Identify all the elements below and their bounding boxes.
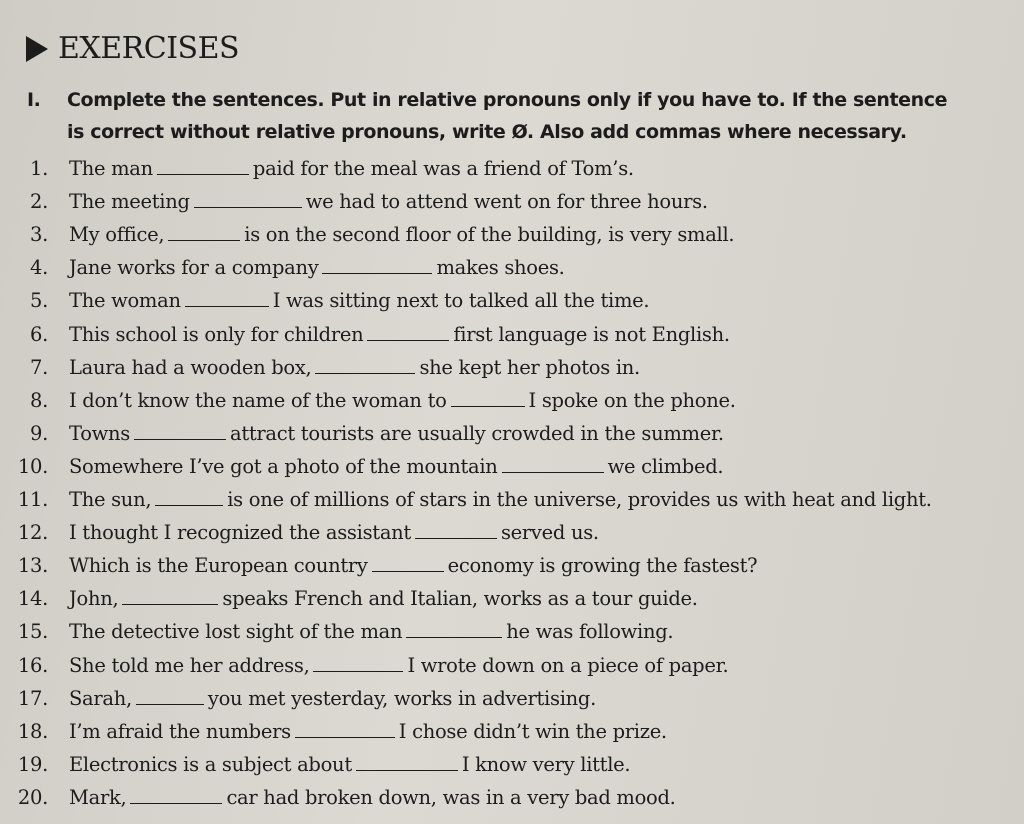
answer-blank[interactable]: [185, 286, 269, 307]
item-sentence: [69, 682, 596, 715]
exercise-number: I.: [27, 89, 41, 111]
instruction-line-2: is correct without relative pronouns, write Ø. Also add commas where necessary.: [67, 121, 907, 143]
instruction-line-1: Complete the sentences. Put in relative pronouns only if you have to. If the sentence: [67, 89, 948, 111]
sentence-after-blank: is one of millions of stars in the universe, provides us with heat and light.: [227, 488, 932, 511]
answer-blank[interactable]: [372, 551, 444, 572]
item-number: 16.: [17, 653, 48, 677]
item-sentence: [69, 218, 734, 251]
answer-blank[interactable]: [155, 485, 223, 506]
sentence-before-blank: I’m afraid the numbers: [69, 719, 291, 743]
item-number: 6.: [29, 322, 48, 346]
sentence-before-blank: Jane works for a company: [69, 256, 319, 280]
item-number: 10.: [17, 454, 48, 478]
item-number: 3.: [29, 223, 48, 247]
sentence-after-blank: I know very little.: [461, 752, 631, 776]
sentence-before-blank: The meeting: [69, 190, 190, 214]
answer-blank[interactable]: [356, 750, 458, 771]
sentence-before-blank: Laura had a wooden box,: [69, 355, 312, 379]
item-number: 19.: [17, 752, 48, 776]
item-number: 7.: [29, 355, 48, 379]
item-sentence: [69, 318, 730, 351]
item-number: 12.: [17, 521, 48, 545]
sentence-before-blank: Sarah,: [69, 686, 132, 710]
answer-blank[interactable]: [136, 684, 204, 705]
answer-blank[interactable]: [502, 452, 604, 473]
sentence-before-blank: John,: [69, 587, 119, 611]
item-number: 2.: [29, 190, 48, 214]
sentence-after-blank: we had to attend went on for three hours.: [305, 190, 708, 214]
item-number: 11.: [17, 488, 48, 511]
item-sentence: [69, 516, 599, 549]
section-heading: [26, 30, 239, 68]
item-number: 9.: [29, 421, 48, 445]
sentence-before-blank: The man: [69, 157, 153, 180]
sentence-after-blank: car had broken down, was in a very bad mood.: [226, 785, 676, 809]
sentence-before-blank: The sun,: [69, 488, 152, 511]
item-sentence: [69, 549, 757, 582]
sentence-before-blank: The woman: [69, 289, 181, 313]
sentence-after-blank: I was sitting next to talked all the time.: [272, 289, 650, 313]
sentence-after-blank: I spoke on the phone.: [528, 388, 736, 412]
item-sentence: [69, 649, 728, 682]
answer-blank[interactable]: [367, 320, 449, 341]
sentence-before-blank: Electronics is a subject about: [69, 752, 352, 776]
item-number: 4.: [29, 256, 48, 280]
item-sentence: [69, 185, 708, 218]
sentence-after-blank: she kept her photos in.: [419, 355, 640, 379]
sentence-after-blank: we climbed.: [607, 454, 724, 478]
sentence-after-blank: paid for the meal was a friend of Tom’s.: [252, 157, 634, 180]
item-number: 18.: [17, 719, 48, 743]
sentence-before-blank: She told me her address,: [69, 653, 310, 677]
answer-blank[interactable]: [313, 651, 403, 672]
item-sentence: [69, 715, 667, 748]
answer-blank[interactable]: [451, 386, 525, 407]
sentence-after-blank: I chose didn’t win the prize.: [398, 719, 667, 743]
answer-blank[interactable]: [157, 154, 249, 175]
item-sentence: [69, 781, 676, 814]
item-sentence: [69, 417, 724, 450]
item-number: 20.: [17, 785, 48, 809]
sentence-before-blank: Mark,: [69, 785, 127, 809]
answer-blank[interactable]: [130, 783, 222, 804]
item-number: 13.: [17, 554, 48, 578]
item-sentence: [69, 582, 698, 615]
item-number: 17.: [17, 686, 48, 710]
sentence-before-blank: Towns: [69, 421, 130, 445]
sentence-before-blank: I thought I recognized the assistant: [69, 521, 411, 545]
item-sentence: [69, 450, 723, 483]
sentence-before-blank: This school is only for children: [69, 322, 364, 346]
sentence-before-blank: Which is the European country: [69, 554, 368, 578]
sentence-after-blank: first language is not English.: [453, 322, 730, 346]
sentence-after-blank: he was following.: [506, 620, 674, 644]
answer-blank[interactable]: [295, 717, 395, 738]
item-number: 15.: [17, 620, 48, 644]
item-sentence: [69, 351, 640, 384]
answer-blank[interactable]: [315, 353, 415, 374]
item-number: 5.: [29, 289, 48, 313]
answer-blank[interactable]: [322, 253, 432, 274]
triangle-arrow-icon: [26, 36, 48, 62]
sentence-after-blank: I wrote down on a piece of paper.: [407, 653, 729, 677]
item-number: 14.: [17, 587, 48, 611]
sentence-before-blank: Somewhere I’ve got a photo of the mountain: [69, 454, 498, 478]
answer-blank[interactable]: [406, 617, 502, 638]
sentence-before-blank: I don’t know the name of the woman to: [69, 388, 447, 412]
sentence-after-blank: you met yesterday, works in advertising.: [207, 686, 596, 710]
section-title: EXERCISES: [58, 31, 240, 66]
answer-blank[interactable]: [194, 187, 302, 208]
sentence-before-blank: My office,: [69, 223, 165, 247]
item-sentence: [69, 748, 630, 781]
answer-blank[interactable]: [168, 220, 240, 241]
answer-blank[interactable]: [134, 419, 226, 440]
item-number: 8.: [29, 388, 48, 412]
item-sentence: [69, 384, 736, 417]
answer-blank[interactable]: [122, 584, 218, 605]
sentence-after-blank: attract tourists are usually crowded in the summer.: [230, 421, 724, 445]
sentence-after-blank: is on the second floor of the building, is very small.: [244, 223, 735, 247]
sentence-after-blank: makes shoes.: [436, 256, 565, 280]
sentence-before-blank: The detective lost sight of the man: [69, 620, 403, 644]
sentence-after-blank: economy is growing the fastest?: [447, 554, 758, 578]
sentence-after-blank: speaks French and Italian, works as a tour guide.: [222, 587, 698, 611]
item-sentence: [69, 615, 673, 648]
answer-blank[interactable]: [415, 518, 497, 539]
item-sentence: [69, 284, 649, 317]
item-sentence: [69, 483, 932, 516]
item-number: 1.: [29, 157, 48, 180]
sentence-after-blank: served us.: [500, 521, 599, 545]
item-sentence: [69, 251, 565, 284]
item-sentence: [69, 152, 634, 185]
